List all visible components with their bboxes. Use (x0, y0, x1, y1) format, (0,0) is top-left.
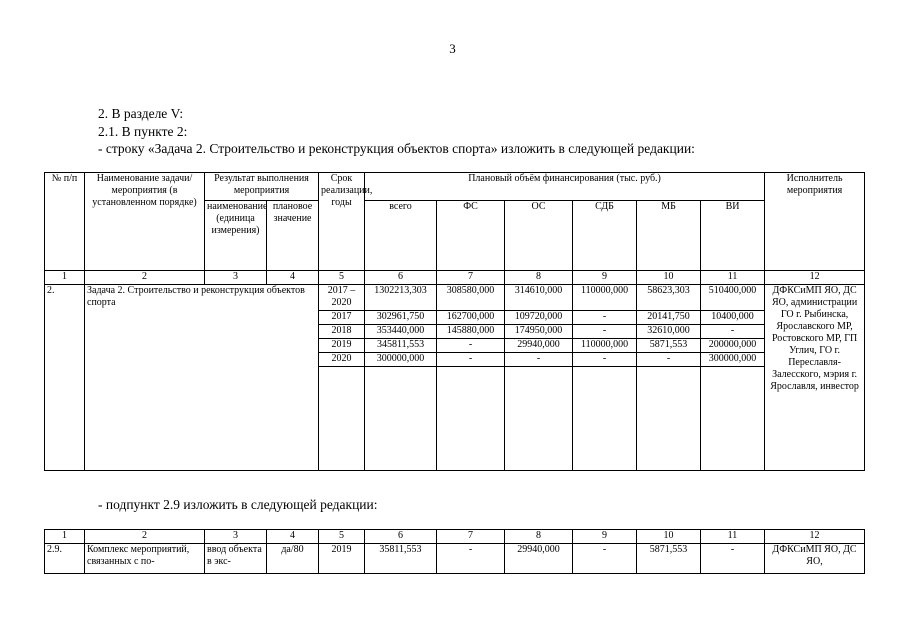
header-fs: ФС (437, 201, 505, 271)
value-cell: - (637, 353, 701, 367)
value-cell: 35811,553 (365, 544, 437, 574)
empty-cell (701, 367, 765, 471)
value-cell: - (573, 325, 637, 339)
page-number: 3 (449, 41, 456, 56)
year-cell: 2017 (319, 311, 365, 325)
header-executor: Исполнитель мероприятия (765, 173, 865, 271)
value-cell: 353440,000 (365, 325, 437, 339)
empty-cell (319, 367, 365, 471)
value-cell: 10400,000 (701, 311, 765, 325)
value-cell: - (573, 311, 637, 325)
value-cell: - (505, 353, 573, 367)
col-number: 8 (505, 530, 573, 544)
col-number: 5 (319, 530, 365, 544)
point-line: 2.1. В пункте 2: (98, 124, 188, 139)
header-term: Срок реализации, годы (319, 173, 365, 271)
value-cell: 200000,000 (701, 339, 765, 353)
value-cell: 145880,000 (437, 325, 505, 339)
value-cell: 1302213,303 (365, 285, 437, 311)
col-number: 3 (205, 271, 267, 285)
col-number: 5 (319, 271, 365, 285)
col-number: 8 (505, 271, 573, 285)
value-cell: 29940,000 (505, 544, 573, 574)
value-cell: 110000,000 (573, 285, 637, 311)
empty-cell (637, 367, 701, 471)
header-name: Наименование задачи/ мероприятия (в установленном порядке) (85, 173, 205, 271)
value-cell: - (573, 353, 637, 367)
row-executor: ДФКСиМП ЯО, ДС ЯО, администрации ГО г. Рыбинска, Ярославского МР, Ростовского МР, ГП Углич, ГО г. Переславля-Залесского, мэрия г. Ярославля, инвестор (765, 285, 865, 471)
year-cell: 2018 (319, 325, 365, 339)
section-line: 2. В разделе V: (98, 106, 184, 121)
value-cell: 162700,000 (437, 311, 505, 325)
value-cell: 32610,000 (637, 325, 701, 339)
value-cell: - (437, 544, 505, 574)
col-number: 2 (85, 271, 205, 285)
value-cell: 109720,000 (505, 311, 573, 325)
header-result-plan: плановое значение (267, 201, 319, 271)
col-number: 1 (45, 271, 85, 285)
subpoint-line: - подпункт 2.9 изложить в следующей редакции: (98, 497, 378, 512)
col-number: 11 (701, 271, 765, 285)
header-vi: ВИ (701, 201, 765, 271)
value-cell: 58623,303 (637, 285, 701, 311)
col-number: 6 (365, 530, 437, 544)
subpoint-table (44, 529, 865, 574)
empty-cell (365, 367, 437, 471)
row-plan: да/80 (267, 544, 319, 574)
col-number: 9 (573, 271, 637, 285)
col-number: 6 (365, 271, 437, 285)
financing-table (44, 172, 865, 471)
row-name: Комплекс мероприятий, связанных с по- (85, 544, 205, 574)
value-cell: - (701, 544, 765, 574)
row-result: ввод объекта в экс- (205, 544, 267, 574)
col-number: 4 (267, 271, 319, 285)
empty-cell (437, 367, 505, 471)
row-num: 2.9. (45, 544, 85, 574)
header-result-name: наименование (единица измерения) (205, 201, 267, 271)
value-cell: - (573, 544, 637, 574)
row-num: 2. (45, 285, 85, 471)
header-financing: Плановый объём финансирования (тыс. руб.) (365, 173, 765, 201)
col-number: 3 (205, 530, 267, 544)
instruction-line: - строку «Задача 2. Строительство и реконструкция объектов спорта» изложить в следующей редакции: (98, 141, 695, 156)
col-number: 12 (765, 271, 865, 285)
row-executor: ДФКСиМП ЯО, ДС ЯО, (765, 544, 865, 574)
value-cell: 314610,000 (505, 285, 573, 311)
value-cell: - (437, 339, 505, 353)
year-cell: 2019 (319, 339, 365, 353)
value-cell: - (701, 325, 765, 339)
col-number: 10 (637, 530, 701, 544)
header-result: Результат выполнения мероприятия (205, 173, 319, 201)
col-number: 2 (85, 530, 205, 544)
value-cell: 345811,553 (365, 339, 437, 353)
col-number: 12 (765, 530, 865, 544)
row-name: Задача 2. Строительство и реконструкция объектов спорта (85, 285, 319, 471)
year-cell: 2020 (319, 353, 365, 367)
value-cell: 174950,000 (505, 325, 573, 339)
header-vsego: всего (365, 201, 437, 271)
col-number: 7 (437, 530, 505, 544)
value-cell: 308580,000 (437, 285, 505, 311)
header-num: № п/п (45, 173, 85, 271)
col-number: 9 (573, 530, 637, 544)
header-mb: МБ (637, 201, 701, 271)
value-cell: 5871,553 (637, 339, 701, 353)
value-cell: 302961,750 (365, 311, 437, 325)
col-number: 4 (267, 530, 319, 544)
col-number: 7 (437, 271, 505, 285)
year-cell: 2019 (319, 544, 365, 574)
value-cell: 20141,750 (637, 311, 701, 325)
value-cell: - (437, 353, 505, 367)
empty-cell (505, 367, 573, 471)
header-sdb: СДБ (573, 201, 637, 271)
value-cell: 510400,000 (701, 285, 765, 311)
value-cell: 5871,553 (637, 544, 701, 574)
col-number: 10 (637, 271, 701, 285)
empty-cell (573, 367, 637, 471)
header-os: ОС (505, 201, 573, 271)
value-cell: 300000,000 (701, 353, 765, 367)
value-cell: 300000,000 (365, 353, 437, 367)
value-cell: 29940,000 (505, 339, 573, 353)
value-cell: 110000,000 (573, 339, 637, 353)
col-number: 1 (45, 530, 85, 544)
col-number: 11 (701, 530, 765, 544)
year-cell: 2017 – 2020 (319, 285, 365, 311)
